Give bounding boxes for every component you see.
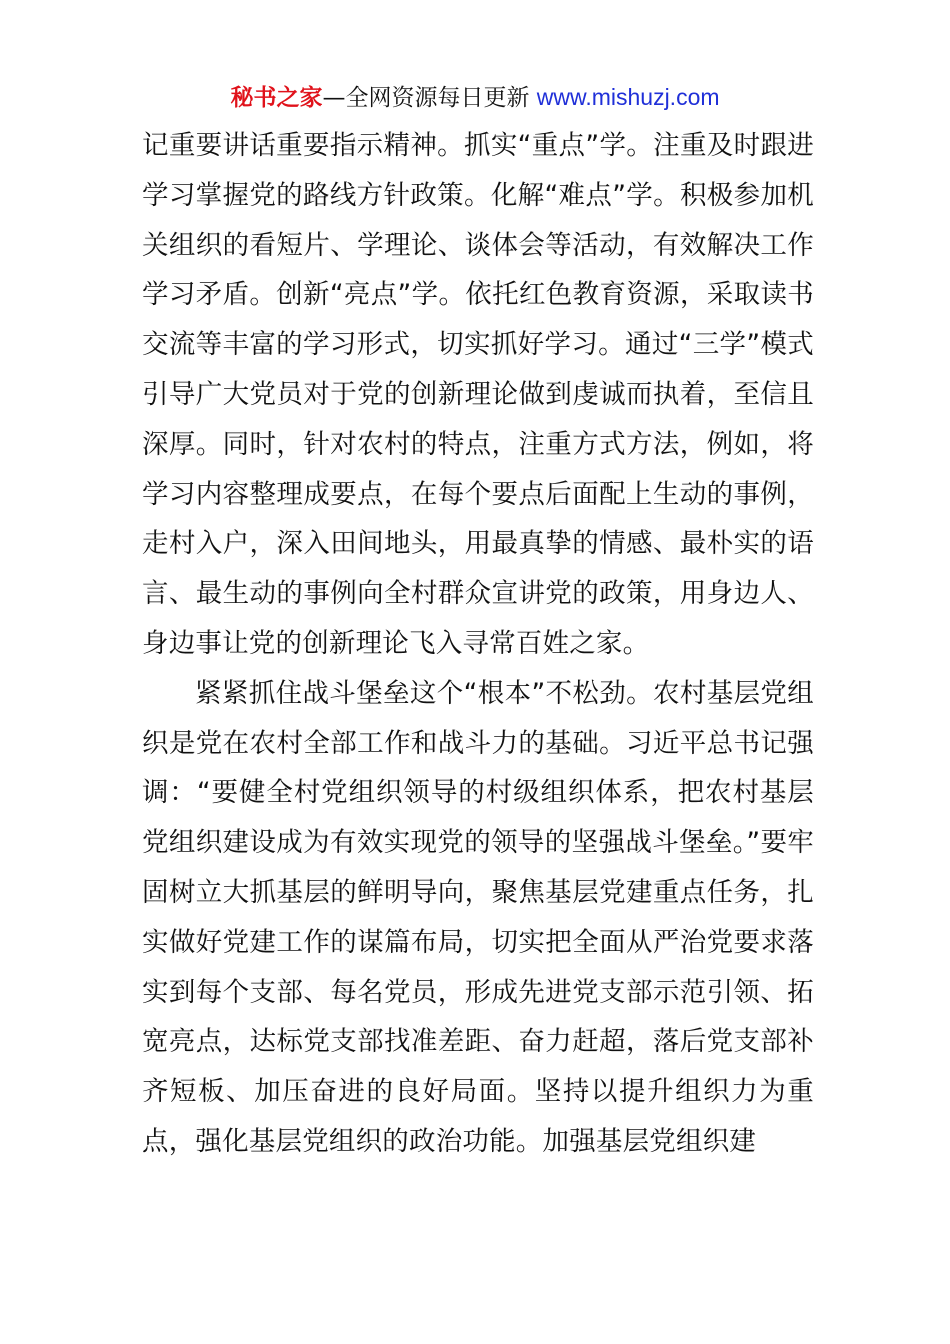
paragraph-continued: 记重要讲话重要指示精神。抓实“重点”学。注重及时跟进学习掌握党的路线方针政策。化解“难点”学。积极参加机关组织的看短片、学理论、谈体会等活动，有效解决工作学习矛盾。创新“亮点”学。依托红色教育资源，采取读书交流等丰富的学习形式，切实抓好学习。通过“三学”模式引导广大党员对于党的创新理论做到虔诚而执着，至信且深厚。同时，针对农村的特点，注重方式方法，例如，将学习内容整理成要点，在每个要点后面配上生动的事例，走村入户，深入田间地头，用最真挚的情感、最朴实的语言、最生动的事例向全村群众宣讲党的政策，用身边人、身边事让党的创新理论飞入寻常百姓之家。 <box>142 130 814 659</box>
site-brand: 秘书之家 <box>230 85 323 111</box>
paragraph-combat-fortress: 紧紧抓住战斗堡垒这个“根本”不松劲。农村基层党组织是党在农村全部工作和战斗力的基础。习近平总书记强调：“要健全村党组织领导的村级组织体系，把农村基层党组织建设成为有效实现党的领导的坚强战斗堡垒。”要牢固树立大抓基层的鲜明导向，聚焦基层党建重点任务，扎实做好党建工作的谋篇布局，切实把全面从严治党要求落实到每个支部、每名党员，形成先进党支部示范引领、拓宽亮点，达标党支部找准差距、奋力赶超，落后党支部补齐短板、加压奋进的良好局面。坚持以提升组织力为重点，强化基层党组织的政治功能。加强基层党组织建 <box>142 677 814 1157</box>
document-body <box>142 121 814 1167</box>
site-url-link[interactable]: www.mishuzj.com <box>536 84 720 110</box>
page-header <box>0 80 950 115</box>
site-slogan: —全网资源每日更新 <box>322 85 537 111</box>
